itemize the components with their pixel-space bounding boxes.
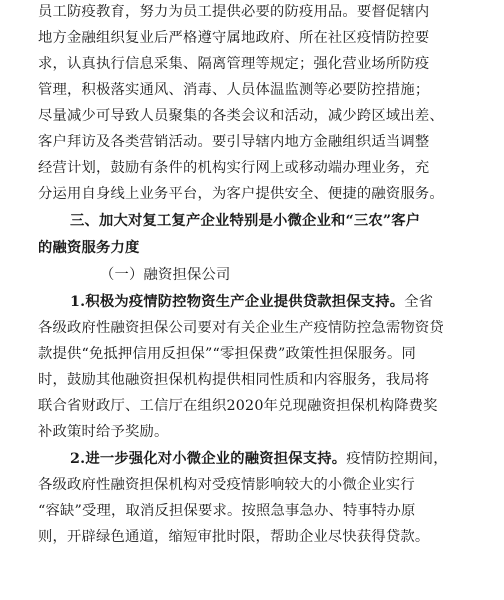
item-title: 2.进一步强化对小微企业的融资担保支持。 <box>70 451 347 467</box>
paragraph-line: 则，开辟绿色通道，缩短审批时限，帮助企业尽快获得贷款。 <box>38 529 430 545</box>
paragraph-line: 各级政府性融资担保机构对受疫情影响较大的小微企业实行 <box>38 477 415 493</box>
item-lead-tail: 疫情防控期间， <box>346 451 448 467</box>
paragraph-line: 尽量减少可导致人员聚集的各类会议和活动，减少跨区域出差、 <box>38 108 444 124</box>
subsection-heading: （一）融资担保公司 <box>100 267 231 283</box>
paragraph-line: 经营计划，鼓励有条件的机构实行网上或移动端办理业务，充 <box>38 160 430 176</box>
paragraph-line: 联合省财政厅、工信厅在组织2020年兑现融资担保机构降费奖 <box>38 398 438 414</box>
paragraph-line: 求，认真执行信息采集、隔离管理等规定；强化营业场所防疫 <box>38 56 430 72</box>
item-first-line <box>70 290 464 315</box>
paragraph-line: 补政策时给予奖励。 <box>38 424 169 440</box>
paragraph-line: 地方金融组织复业后严格遵守属地政府、所在社区疫情防控要 <box>38 30 430 46</box>
paragraph-line: 客户拜访及各类营销活动。要引导辖内地方金融组织适当调整 <box>38 134 430 150</box>
item-title: 1.积极为疫情防控物资生产企业提供贷款担保支持。 <box>70 294 405 310</box>
paragraph-line: 各级政府性融资担保公司要对有关企业生产疫情防控急需物资贷 <box>38 320 444 336</box>
paragraph-line: “容缺”受理，取消反担保要求。按照急事急办、特事特办原 <box>38 503 416 519</box>
section-heading: 三、加大对复工复产企业特别是小微企业和“三农”客户 <box>70 213 421 229</box>
paragraph-line: 款提供“免抵押信用反担保”“零担保费”政策性担保服务。同 <box>38 346 416 362</box>
paragraph-line: 时，鼓励其他融资担保机构提供相同性质和内容服务，我局将 <box>38 372 430 388</box>
paragraph-line: 管理，积极落实通风、消毒、人员体温监测等必要防控措施； <box>38 82 430 98</box>
item-first-line <box>70 447 464 472</box>
item-lead-tail: 全省 <box>404 294 434 310</box>
paragraph-line: 分运用自身线上业务平台，为客户提供安全、便捷的融资服务。 <box>38 186 444 202</box>
paragraph-line: 员工防疫教育，努力为员工提供必要的防疫用品。要督促辖内 <box>38 4 430 20</box>
section-heading: 的融资服务力度 <box>38 240 140 256</box>
